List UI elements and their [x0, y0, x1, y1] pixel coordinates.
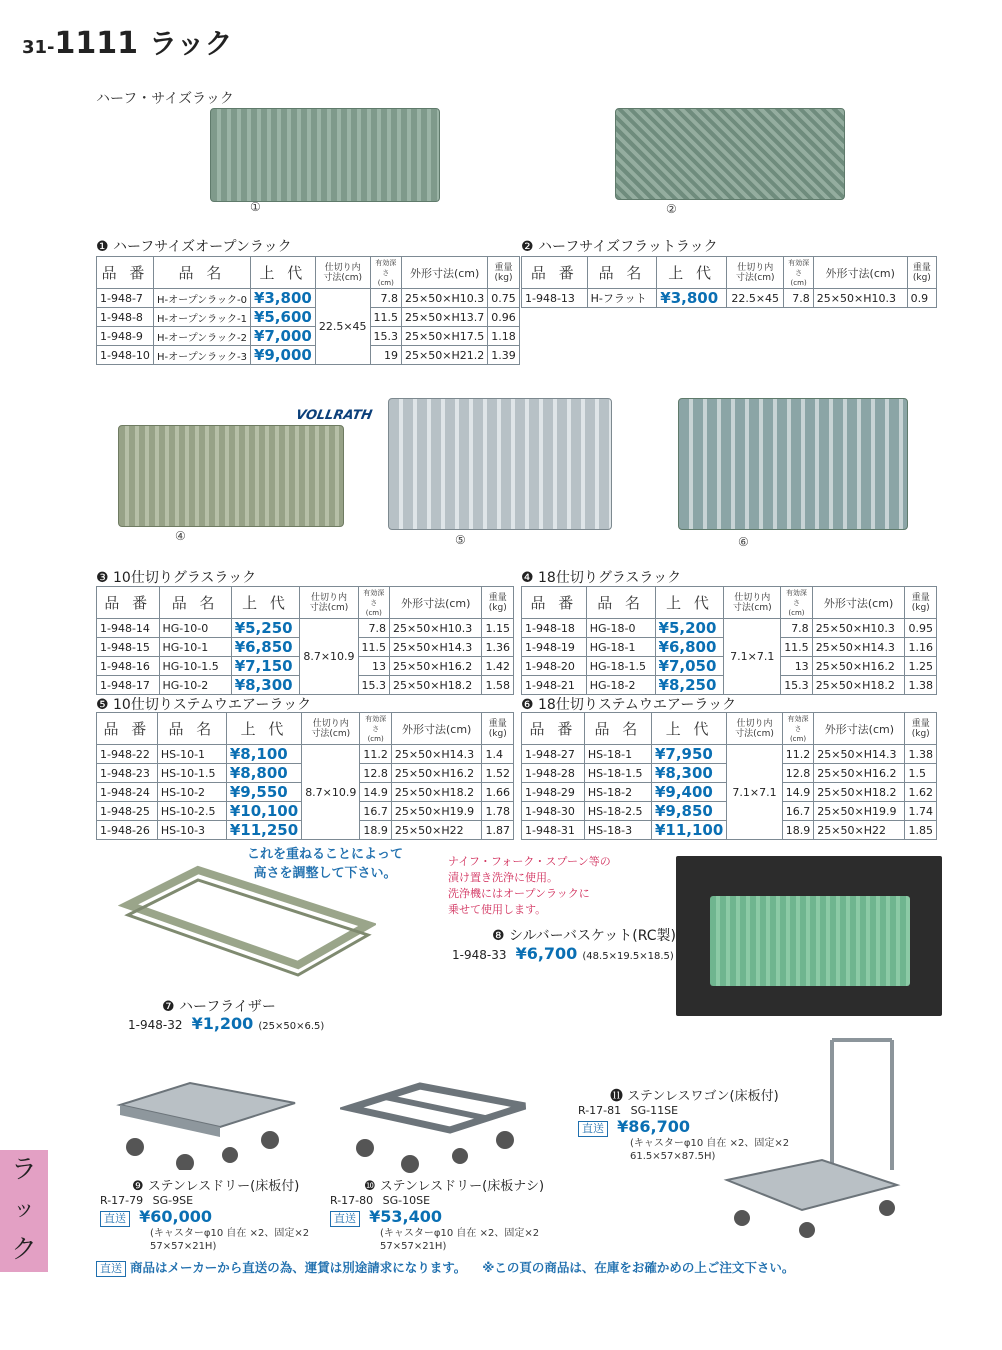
table-stemware-rack-18: 品 番 品 名 上 代 仕切り内 寸法(cm) 有効深さ (cm) 外形寸法(cm) 重量 (kg) 1-948-27 HS-18-1 ¥7,950 7.1×7.1 11.2 25×50×H14.3 1.38 1-948-28 HS-18-1.5 ¥8,300 12.8 25×50×H16.2 1.5 1-948-29 HS-18-2 ¥9,400 14.9 25×50×H18.2 1.62 1-948-30 HS-18-2.5 ¥9,850 16.7 25×50×H19.9 1.74 1-948-31 HS-18-3 ¥11,100 18.9 25×50×H22 1.85	[521, 712, 937, 840]
table-glass-rack-18: 品 番 品 名 上 代 仕切り内 寸法(cm) 有効深さ (cm) 外形寸法(cm) 重量 (kg) 1-948-18 HG-18-0 ¥5,200 7.1×7.1 7.8 25×50×H10.3 0.95 1-948-19 HG-18-1 ¥6,800 11.5 25×50×H14.3 1.16 1-948-20 HG-18-1.5 ¥7,050 13 25×50×H16.2 1.25 1-948-21 HG-18-2 ¥8,250 15.3 25×50×H18.2 1.38	[521, 586, 937, 695]
item10-spec: (キャスターφ10 自在 ×2、固定×2 57×57×21H)	[380, 1228, 540, 1252]
partition-cell: 8.7×10.9	[300, 619, 358, 695]
table-row: 1-948-10 H-オープンラック-3 ¥9,000 19 25×50×H21.2 1.39	[97, 346, 520, 365]
item9-badge: 直送	[100, 1211, 130, 1227]
col-header-weight: 重量 (kg)	[488, 257, 520, 289]
section-label: ハーフ・サイズラック	[96, 91, 234, 107]
photo-caption-4: ④	[175, 529, 186, 543]
photo-caption-1: ①	[250, 200, 261, 214]
item11-number: R-17-81	[578, 1104, 622, 1117]
basket-note: ナイフ・フォーク・スプーン等の 漬け置き洗浄に使用。 洗浄機にはオープンラックに 乗せて使用します。	[448, 855, 611, 916]
table-row: 1-948-9 H-オープンラック-2 ¥7,000 15.3 25×50×H17.5 1.18	[97, 327, 520, 346]
item9-spec: (キャスターφ10 自在 ×2、固定×2 57×57×21H)	[150, 1228, 310, 1252]
col-header-partition: 仕切り内 寸法(cm)	[315, 257, 370, 289]
item11-price: ¥86,700	[617, 1117, 690, 1136]
table-row: 1-948-30 HS-18-2.5 ¥9,850 16.7 25×50×H19.9 1.74	[522, 802, 937, 821]
item8-line	[452, 944, 674, 963]
table-row: 1-948-21 HG-18-2 ¥8,250 15.3 25×50×H18.2 1.38	[522, 676, 937, 695]
table-row: 1-948-20 HG-18-1.5 ¥7,050 13 25×50×H16.2 1.25	[522, 657, 937, 676]
table-row: 1-948-17 HG-10-2 ¥8,300 15.3 25×50×H18.2 1.58	[97, 676, 514, 695]
item10-price: ¥53,400	[369, 1207, 442, 1226]
item7-size: (25×50×6.5)	[258, 1021, 325, 1032]
footer-badge: 直送	[96, 1261, 126, 1277]
table-row: 1-948-31 HS-18-3 ¥11,100 18.9 25×50×H22 1.85	[522, 821, 937, 840]
side-tab-char: ク	[10, 1235, 37, 1265]
item9-number: R-17-79	[100, 1194, 144, 1207]
table2-title: ❷ ハーフサイズフラットラック	[521, 239, 718, 255]
table-row: 1-948-22 HS-10-1 ¥8,100 8.7×10.9 11.2 25×50×H14.3 1.4	[97, 745, 514, 764]
table-row: 1-948-8 H-オープンラック-1 ¥5,600 11.5 25×50×H13.7 0.96	[97, 308, 520, 327]
item9-price: ¥60,000	[139, 1207, 212, 1226]
item7-number: 1-948-32	[128, 1018, 183, 1032]
table-row: 1-948-23 HS-10-1.5 ¥8,800 12.8 25×50×H16.2 1.52	[97, 764, 514, 783]
table-row: 1-948-28 HS-18-1.5 ¥8,300 12.8 25×50×H16.2 1.5	[522, 764, 937, 783]
item10-title: ❿ ステンレスドリー(床板ナシ)	[364, 1179, 545, 1194]
riser-note: これを重ねることによって 高さを調整して下さい。	[246, 847, 403, 881]
product-photo-dolly-no-board	[340, 1078, 530, 1173]
table-row: 1-948-27 HS-18-1 ¥7,950 7.1×7.1 11.2 25×50×H14.3 1.38	[522, 745, 937, 764]
partition-cell: 8.7×10.9	[302, 745, 360, 840]
col-header-outer: 外形寸法(cm)	[402, 257, 488, 289]
col-header-price: 上 代	[250, 257, 315, 289]
table-row: 1-948-7 H-オープンラック-0 ¥3,800 22.5×45 7.8 25×50×H10.3 0.75	[97, 289, 520, 308]
item9-model: SG-9SE	[152, 1194, 194, 1207]
col-header-name: 品 名	[153, 257, 250, 289]
item11-model: SG-11SE	[630, 1104, 679, 1117]
partition-cell: 22.5×45	[315, 289, 370, 365]
table-row: 1-948-25 HS-10-2.5 ¥10,100 16.7 25×50×H19.9 1.78	[97, 802, 514, 821]
table6-title: ❻ 18仕切りステムウエアーラック	[521, 697, 737, 713]
item8-size: (48.5×19.5×18.5)	[582, 951, 674, 962]
table-row: 1-948-16 HG-10-1.5 ¥7,150 13 25×50×H16.2 1.42	[97, 657, 514, 676]
col-header-depth: 有効深さ (cm)	[370, 257, 402, 289]
partition-cell: 7.1×7.1	[724, 619, 781, 695]
table-row: 1-948-26 HS-10-3 ¥11,250 18.9 25×50×H22 1.87	[97, 821, 514, 840]
table5-title: ❺ 10仕切りステムウエアーラック	[96, 697, 312, 713]
item10-block	[330, 1175, 560, 1253]
table3-title: ❸ 10仕切りグラスラック	[96, 570, 257, 586]
table-row: 1-948-18 HG-18-0 ¥5,200 7.1×7.1 7.8 25×50×H10.3 0.95	[522, 619, 937, 638]
item10-badge: 直送	[330, 1211, 360, 1227]
col-header-no: 品 番	[97, 257, 154, 289]
table-row: 1-948-13 H-フラット ¥3,800 22.5×45 7.8 25×50×H10.3 0.9	[522, 289, 937, 308]
product-photo-riser	[118, 865, 376, 985]
product-photo-stemware-rack	[678, 398, 908, 530]
photo-caption-2: ②	[666, 202, 677, 216]
item9-title: ❾ ステンレスドリー(床板付)	[132, 1179, 300, 1194]
table-row: 1-948-24 HS-10-2 ¥9,550 14.9 25×50×H18.2 1.66	[97, 783, 514, 802]
item7-line	[128, 1014, 324, 1033]
table-row: 1-948-15 HG-10-1 ¥6,850 11.5 25×50×H14.3 1.36	[97, 638, 514, 657]
item11-title: ⓫ ステンレスワゴン(床板付)	[610, 1089, 779, 1104]
table-row: 1-948-14 HG-10-0 ¥5,250 8.7×10.9 7.8 25×50×H10.3 1.15	[97, 619, 514, 638]
item10-number: R-17-80	[330, 1194, 374, 1207]
partition-cell: 7.1×7.1	[727, 745, 782, 840]
table-row: 1-948-19 HG-18-1 ¥6,800 11.5 25×50×H14.3 1.16	[522, 638, 937, 657]
side-tab	[0, 1150, 48, 1272]
page-header	[22, 22, 233, 62]
page-number: 1111	[54, 26, 139, 61]
product-photo-flat-rack	[615, 108, 845, 200]
photo-caption-6: ⑥	[738, 535, 749, 549]
footer-text-1: 商品はメーカーから直送の為、運賃は別途請求になります。	[129, 1260, 467, 1275]
product-photo-open-rack	[210, 108, 440, 202]
product-photo-silver-basket	[676, 856, 942, 1016]
item11-badge: 直送	[578, 1121, 608, 1137]
footer-text-2: ※この頁の商品は、在庫をお確かめの上ご注文下さい。	[482, 1260, 795, 1275]
table-glass-rack-10: 品 番 品 名 上 代 仕切り内 寸法(cm) 有効深さ (cm) 外形寸法(cm) 重量 (kg) 1-948-14 HG-10-0 ¥5,250 8.7×10.9 7.8 25×50×H10.3 1.15 1-948-15 HG-10-1 ¥6,850 11.5 25×50×H14.3 1.36 1-948-16 HG-10-1.5 ¥7,150 13 25×50×H16.2 1.42 1-948-17 HG-10-2 ¥8,300 15.3 25×50×H18.2 1.58	[96, 586, 514, 695]
riser-illustration	[118, 865, 376, 985]
item11-spec: (キャスターφ10 自在 ×2、固定×2 61.5×57×87.5H)	[630, 1138, 790, 1162]
side-tab-char: ッ	[12, 1197, 35, 1222]
item10-model: SG-10SE	[382, 1194, 431, 1207]
item8-title: ❽ シルバーバスケット(RC製)	[492, 928, 676, 944]
page-prefix: 31-	[22, 37, 55, 58]
table-row: 1-948-29 HS-18-2 ¥9,400 14.9 25×50×H18.2 1.62	[522, 783, 937, 802]
product-photo-glass-rack-10	[118, 425, 344, 527]
footer-note	[96, 1258, 794, 1277]
product-photo-dolly-with-board	[110, 1075, 300, 1170]
product-photo-glass-rack-18	[388, 398, 612, 530]
table-flat-rack: 品 番 品 名 上 代 仕切り内 寸法(cm) 有効深さ (cm) 外形寸法(cm) 重量 (kg) 1-948-13 H-フラット ¥3,800 22.5×45 7.8 25×50×H10.3 0.9	[521, 256, 937, 308]
side-tab-char: ラ	[10, 1155, 37, 1185]
item7-title: ❼ ハーフライザー	[162, 999, 276, 1015]
item11-block	[578, 1085, 798, 1163]
table-open-rack	[96, 256, 520, 365]
photo-caption-5: ⑤	[455, 533, 466, 547]
item8-number: 1-948-33	[452, 948, 507, 962]
page-title: ラック	[149, 27, 233, 60]
vollrath-logo: VOLLRATH	[294, 408, 374, 423]
table1-title: ❶ ハーフサイズオープンラック	[96, 239, 292, 255]
table4-title: ❹ 18仕切りグラスラック	[521, 570, 682, 586]
table-stemware-rack-10: 品 番 品 名 上 代 仕切り内 寸法(cm) 有効深さ (cm) 外形寸法(cm) 重量 (kg) 1-948-22 HS-10-1 ¥8,100 8.7×10.9 11.2 25×50×H14.3 1.4 1-948-23 HS-10-1.5 ¥8,800 12.8 25×50×H16.2 1.52 1-948-24 HS-10-2 ¥9,550 14.9 25×50×H18.2 1.66 1-948-25 HS-10-2.5 ¥10,100 16.7 25×50×H19.9 1.78 1-948-26 HS-10-3 ¥11,250 18.9 25×50×H22 1.87	[96, 712, 514, 840]
item7-price: ¥1,200	[191, 1014, 254, 1033]
item9-block	[100, 1175, 310, 1253]
item8-price: ¥6,700	[515, 944, 578, 963]
